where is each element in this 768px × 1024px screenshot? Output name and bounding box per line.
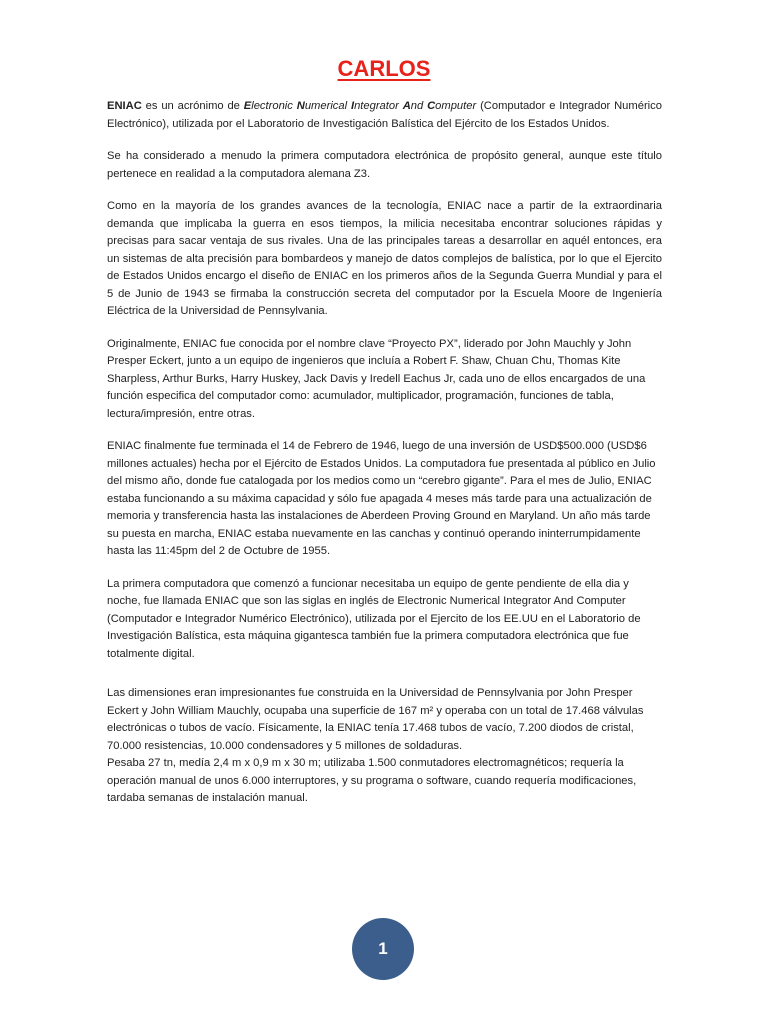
acronym-word: omputer: [435, 100, 477, 112]
paragraph-completion: ENIAC finalmente fue terminada el 14 de Febrero de 1946, luego de una inversión de USD$500.000 (USD$6 millones actuales) hecha por el Ejército de Estados Unidos. La computadora fue presentada al público en Julio del mismo año, donde fue catalogada por los medios como un “cerebro gigante”. Para el mes de Julio, ENIAC estaba funcionando a su máxima capacidad y sólo fue apagada 4 meses más tarde para una actualización de memoria y transferencia hasta las instalaciones de Aberdeen Proving Ground en Maryland. Un año más tarde su puesta en marcha, ENIAC estaba nuevamente en las canchas y continuó operando ininterrumpidamente hasta las 11:45pm del 2 de Octubre de 1955.: [107, 440, 656, 557]
eniac-bold: ENIAC: [107, 100, 142, 112]
paragraph-text: Las dimensiones eran impresionantes fue construida en la Universidad de Pennsylvania por John Presper Eckert y John William Mauchly, ocupaba una superficie de 167 m² y operaba con un total de 17.468 válvulas electrónicas o tubos de vacío. Físicamente, la ENIAC tenía 17.468 tubos de vacío, 7.200 diodos de cristal, 70.000 resistencias, 10.000 condensadores y 5 millones de soldaduras.: [107, 687, 644, 752]
acronym-word: umerical: [304, 100, 351, 112]
paragraph-eniac-acronym: [107, 98, 662, 133]
page-number-badge: [352, 918, 414, 980]
acronym-letter: A: [402, 100, 411, 112]
acronym-word: ntegrator: [354, 100, 403, 112]
page-number: 1: [378, 939, 388, 958]
paragraph-first-digital: La primera computadora que comenzó a funcionar necesitaba un equipo de gente pendiente de ella dia y noche, fue llamada ENIAC que son las siglas en inglés de Electronic Numerical Integrator And Computer (Computador e Integrador Numérico Electrónico), utilizada por el Ejercito de los EE.UU en el Laboratorio de Investigación Balística, esta máquina gigantesca también fue la primera computadora electrónica que fue totalmente digital.: [107, 577, 641, 660]
acronym-letter: N: [296, 100, 305, 112]
paragraph-text: Pesaba 27 tn, medía 2,4 m x 0,9 m x 30 m; utilizaba 1.500 conmutadores electromagnéticos; requería la operación manual de unos 6.000 interruptores, y su programa o software, cuando requería modificaciones, tardaba semanas de instalación manual.: [107, 757, 637, 804]
acronym-letter: I: [350, 100, 355, 112]
paragraph-history: Como en la mayoría de los grandes avances de la tecnología, ENIAC nace a partir de la extraordinaria demanda que implicaba la guerra en esos tiempos, la milicia necesitaba encontrar soluciones rápidas y precisas para sacar ventaja de sus rivales. Una de las principales tareas a desarrollar en aquél entonces, era un sistemas de alta precisión para bombardeos y manejo de datos complejos de balística, por lo que el Ejercito de Estados Unidos encargo el diseño de ENIAC en los primeros años de la Segunda Guerra Mundial y para el 5 de Junio de 1943 se firmaba la construcción secreta del computador por la Escuela Moore de Ingeniería Eléctrica de la Universidad de Pennsylvania.: [107, 200, 662, 317]
acronym-expansion: [244, 100, 476, 112]
document-body: [107, 98, 662, 808]
paragraph-text: (Computador e Integrador Numérico Electrónico), utilizada por el Laboratorio de Investigación Balística del Ejército de los Estados Unidos.: [107, 100, 662, 130]
acronym-letter: E: [243, 100, 252, 112]
acronym-letter: C: [427, 100, 436, 112]
paragraph-first-computer: Se ha considerado a menudo la primera computadora electrónica de propósito general, aunque este título pertenece en realidad a la computadora alemana Z3.: [107, 150, 662, 180]
paragraph-project-px: Originalmente, ENIAC fue conocida por el nombre clave “Proyecto PX”, liderado por John Mauchly y John Presper Eckert, junto a un equipo de ingenieros que incluía a Robert F. Shaw, Chuan Chu, Thomas Kite Sharpless, Arthur Burks, Harry Huskey, Jack Davis y Iredell Eachus Jr, cada uno de ellos encargados de una función especifica del computador como: acumulador, multiplicador, programación, funciones de tabla, lectura/impresión, entre otras.: [107, 337, 646, 420]
acronym-word: lectronic: [251, 100, 297, 112]
paragraph-text: es un acrónimo de: [141, 100, 244, 112]
paragraph-dimensions: [107, 685, 662, 808]
page-title: CARLOS: [337, 56, 431, 81]
acronym-word: nd: [410, 100, 428, 112]
